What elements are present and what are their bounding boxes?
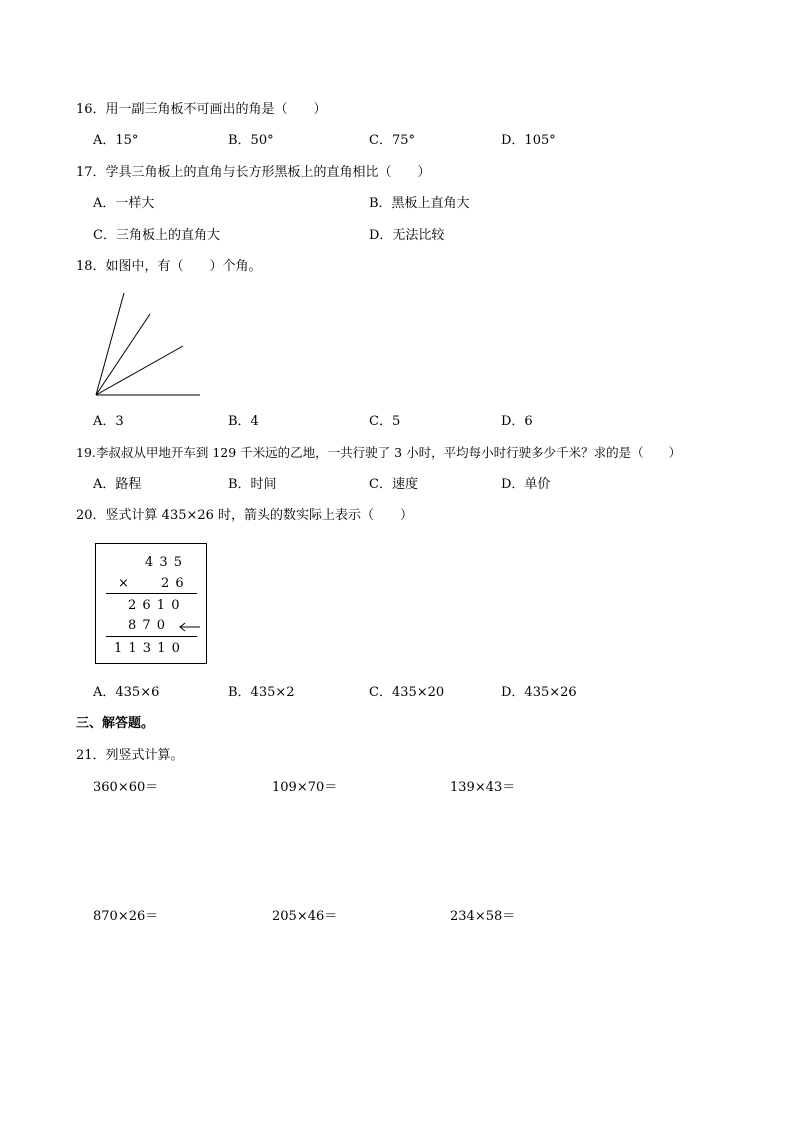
q21-problem-4: 870×26＝	[93, 909, 159, 924]
q17-option-a: A．一样大	[93, 196, 155, 211]
q19-stem: 19.李叔叔从甲地开车到 129 千米远的乙地，一共行驶了 3 小时，平均每小时行驶多少千米？求的是（ ）	[76, 445, 682, 460]
ray-2	[96, 314, 150, 395]
q21-problem-5: 205×46＝	[272, 909, 338, 924]
q21-problem-1: 360×60＝	[93, 780, 159, 795]
q21-problem-3: 139×43＝	[450, 780, 516, 795]
q20-option-c: C．435×20	[369, 685, 445, 700]
section-3-title: 三、解答题。	[76, 716, 155, 731]
q19-option-c: C．速度	[369, 477, 418, 492]
q20-option-a: A．435×6	[93, 685, 160, 700]
ray-3	[96, 293, 124, 395]
vertical-rule-2	[106, 636, 197, 637]
q17-option-d: D．无法比较	[369, 228, 445, 243]
q17-stem: 17．学具三角板上的直角与长方形黑板上的直角相比（ ）	[76, 165, 431, 180]
q16-stem: 16．用一副三角板不可画出的角是（ ）	[76, 102, 327, 117]
q18-option-d: D．6	[501, 414, 533, 429]
vertical-partial-product-1: 2 6 1 0	[128, 598, 181, 613]
vertical-times-sign: ×	[118, 576, 129, 591]
q20-option-b: B．435×2	[228, 685, 295, 700]
vertical-row-multiplicand: 4 3 5	[145, 555, 184, 570]
angles-figure	[90, 288, 210, 408]
q21-problem-6: 234×58＝	[450, 909, 516, 924]
q16-option-c: C．75°	[369, 133, 415, 148]
q16-option-a: A．15°	[93, 133, 139, 148]
q18-stem: 18．如图中，有（ ）个角。	[76, 259, 262, 274]
q18-option-a: A．3	[93, 414, 124, 429]
left-arrow-icon	[178, 622, 202, 632]
q18-option-c: C．5	[369, 414, 401, 429]
q18-option-b: B．4	[228, 414, 259, 429]
q20-option-d: D．435×26	[501, 685, 577, 700]
q17-option-b: B．黑板上直角大	[369, 196, 470, 211]
ray-1	[96, 346, 183, 395]
q21-problem-2: 109×70＝	[272, 780, 338, 795]
vertical-partial-product-2: 8 7 0	[128, 618, 167, 633]
q16-option-b: B．50°	[228, 133, 274, 148]
vertical-row-multiplier: 2 6	[161, 576, 185, 591]
q17-option-c: C．三角板上的直角大	[93, 228, 220, 243]
q21-stem: 21．列竖式计算。	[76, 748, 184, 763]
q19-option-a: A．路程	[93, 477, 142, 492]
vertical-rule-1	[106, 593, 197, 594]
q20-stem: 20．竖式计算 435×26 时，箭头的数实际上表示（ ）	[76, 508, 414, 523]
q19-option-d: D．单价	[501, 477, 551, 492]
vertical-product: 1 1 3 1 0	[114, 641, 181, 656]
q16-option-d: D．105°	[501, 133, 556, 148]
q19-option-b: B．时间	[228, 477, 277, 492]
